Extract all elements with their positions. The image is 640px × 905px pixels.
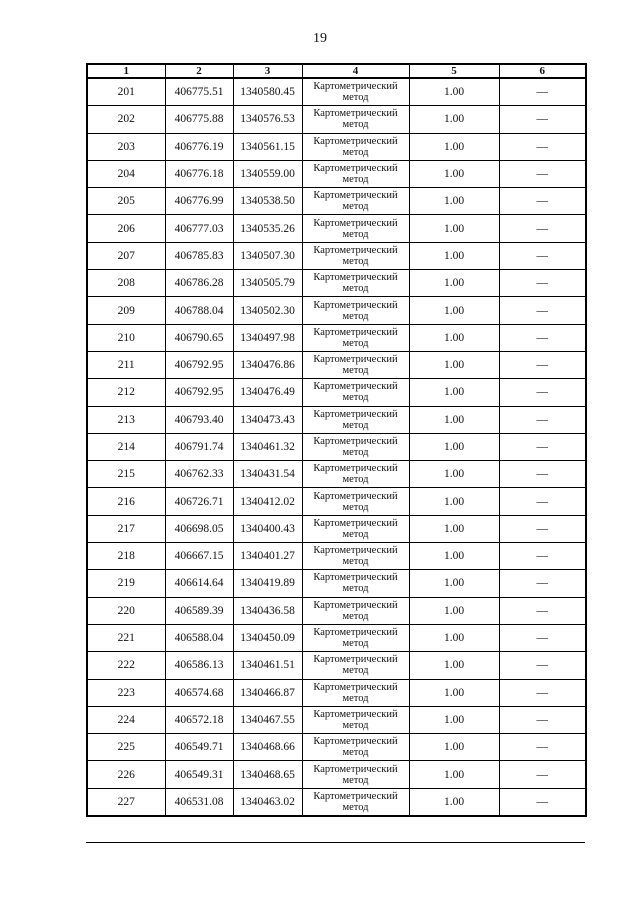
table-row bbox=[87, 734, 586, 761]
point-number-cell: 204 bbox=[87, 160, 165, 187]
method-label-line1: Картометрический bbox=[313, 244, 398, 256]
method-cell bbox=[302, 215, 409, 242]
method-label-line1: Картометрический bbox=[313, 708, 398, 720]
x-coordinate-cell: 406792.95 bbox=[165, 379, 233, 406]
note-cell: — bbox=[499, 570, 586, 597]
table-row bbox=[87, 515, 586, 542]
note-cell: — bbox=[499, 270, 586, 297]
method-label-line2: метод bbox=[342, 337, 369, 349]
point-number-cell: 221 bbox=[87, 624, 165, 651]
method-label-line1: Картометрический bbox=[313, 326, 398, 338]
method-label-line2: метод bbox=[342, 310, 369, 322]
accuracy-cell: 1.00 bbox=[409, 515, 499, 542]
accuracy-cell: 1.00 bbox=[409, 215, 499, 242]
method-label-line2: метод bbox=[342, 528, 369, 540]
method-label-line1: Картометрический bbox=[313, 545, 398, 557]
method-cell bbox=[302, 624, 409, 651]
note-cell: — bbox=[499, 78, 586, 106]
accuracy-cell: 1.00 bbox=[409, 379, 499, 406]
accuracy-cell: 1.00 bbox=[409, 652, 499, 679]
x-coordinate-cell: 406549.71 bbox=[165, 734, 233, 761]
accuracy-cell: 1.00 bbox=[409, 160, 499, 187]
accuracy-cell: 1.00 bbox=[409, 324, 499, 351]
point-number-cell: 217 bbox=[87, 515, 165, 542]
note-cell: — bbox=[499, 133, 586, 160]
method-cell bbox=[302, 652, 409, 679]
method-cell bbox=[302, 488, 409, 515]
x-coordinate-cell: 406790.65 bbox=[165, 324, 233, 351]
y-coordinate-cell: 1340419.89 bbox=[233, 570, 302, 597]
x-coordinate-cell: 406762.33 bbox=[165, 461, 233, 488]
accuracy-cell: 1.00 bbox=[409, 706, 499, 733]
point-number-cell: 203 bbox=[87, 133, 165, 160]
accuracy-cell: 1.00 bbox=[409, 570, 499, 597]
x-coordinate-cell: 406614.64 bbox=[165, 570, 233, 597]
method-label-line1: Картометрический bbox=[313, 81, 398, 93]
method-cell bbox=[302, 297, 409, 324]
table-row bbox=[87, 270, 586, 297]
note-cell: — bbox=[499, 597, 586, 624]
method-label-line1: Картометрический bbox=[313, 736, 398, 748]
x-coordinate-cell: 406589.39 bbox=[165, 597, 233, 624]
method-cell bbox=[302, 78, 409, 106]
method-cell bbox=[302, 433, 409, 460]
method-label-line2: метод bbox=[342, 201, 369, 213]
method-label-line2: метод bbox=[342, 392, 369, 404]
accuracy-cell: 1.00 bbox=[409, 433, 499, 460]
method-label-line2: метод bbox=[342, 447, 369, 458]
table-row bbox=[87, 788, 586, 816]
table-row bbox=[87, 133, 586, 160]
y-coordinate-cell: 1340580.45 bbox=[233, 78, 302, 106]
point-number-cell: 224 bbox=[87, 706, 165, 733]
page-number: 19 bbox=[313, 31, 327, 46]
table-row bbox=[87, 351, 586, 378]
method-label-line1: Картометрический bbox=[313, 135, 398, 147]
column-header-2: 2 bbox=[165, 64, 233, 78]
accuracy-cell: 1.00 bbox=[409, 488, 499, 515]
x-coordinate-cell: 406574.68 bbox=[165, 679, 233, 706]
x-coordinate-cell: 406776.99 bbox=[165, 188, 233, 215]
coordinates-table bbox=[86, 63, 587, 817]
note-cell: — bbox=[499, 515, 586, 542]
point-number-cell: 218 bbox=[87, 543, 165, 570]
y-coordinate-cell: 1340476.86 bbox=[233, 351, 302, 378]
accuracy-cell: 1.00 bbox=[409, 351, 499, 378]
y-coordinate-cell: 1340436.58 bbox=[233, 597, 302, 624]
y-coordinate-cell: 1340559.00 bbox=[233, 160, 302, 187]
method-label-line1: Картометрический bbox=[313, 654, 398, 666]
table-row bbox=[87, 242, 586, 269]
column-header-6: 6 bbox=[499, 64, 586, 78]
method-cell bbox=[302, 188, 409, 215]
method-label-line1: Картометрический bbox=[313, 490, 398, 502]
method-label-line1: Картометрический bbox=[313, 627, 398, 639]
table-row bbox=[87, 679, 586, 706]
x-coordinate-cell: 406531.08 bbox=[165, 788, 233, 816]
accuracy-cell: 1.00 bbox=[409, 734, 499, 761]
y-coordinate-cell: 1340497.98 bbox=[233, 324, 302, 351]
method-label-line2: метод bbox=[342, 801, 369, 813]
method-label-line2: метод bbox=[342, 255, 369, 267]
method-label-line1: Картометрический bbox=[313, 790, 398, 802]
column-header-3: 3 bbox=[233, 64, 302, 78]
note-cell: — bbox=[499, 761, 586, 788]
x-coordinate-cell: 406586.13 bbox=[165, 652, 233, 679]
y-coordinate-cell: 1340412.02 bbox=[233, 488, 302, 515]
note-cell: — bbox=[499, 624, 586, 651]
table-row bbox=[87, 706, 586, 733]
method-label-line1: Картометрический bbox=[313, 463, 398, 475]
method-label-line2: метод bbox=[342, 610, 369, 622]
accuracy-cell: 1.00 bbox=[409, 78, 499, 106]
table-row bbox=[87, 188, 586, 215]
method-label-line1: Картометрический bbox=[313, 436, 398, 447]
method-label-line2: метод bbox=[342, 774, 369, 786]
x-coordinate-cell: 406588.04 bbox=[165, 624, 233, 651]
note-cell: — bbox=[499, 734, 586, 761]
method-label-line2: метод bbox=[342, 638, 369, 650]
method-cell bbox=[302, 351, 409, 378]
table-row bbox=[87, 215, 586, 242]
method-cell bbox=[302, 679, 409, 706]
x-coordinate-cell: 406572.18 bbox=[165, 706, 233, 733]
y-coordinate-cell: 1340468.66 bbox=[233, 734, 302, 761]
table-row bbox=[87, 570, 586, 597]
point-number-cell: 223 bbox=[87, 679, 165, 706]
method-cell bbox=[302, 406, 409, 433]
table-row bbox=[87, 106, 586, 133]
method-label-line1: Картометрический bbox=[313, 217, 398, 229]
point-number-cell: 213 bbox=[87, 406, 165, 433]
table-row bbox=[87, 297, 586, 324]
y-coordinate-cell: 1340431.54 bbox=[233, 461, 302, 488]
point-number-cell: 212 bbox=[87, 379, 165, 406]
y-coordinate-cell: 1340468.65 bbox=[233, 761, 302, 788]
method-label-line2: метод bbox=[342, 692, 369, 704]
method-label-line1: Картометрический bbox=[313, 763, 398, 775]
method-cell bbox=[302, 461, 409, 488]
method-cell bbox=[302, 543, 409, 570]
method-cell bbox=[302, 106, 409, 133]
method-label-line1: Картометрический bbox=[313, 681, 398, 693]
method-label-line1: Картометрический bbox=[313, 381, 398, 393]
accuracy-cell: 1.00 bbox=[409, 624, 499, 651]
table-row bbox=[87, 324, 586, 351]
method-label-line1: Картометрический bbox=[313, 517, 398, 529]
point-number-cell: 210 bbox=[87, 324, 165, 351]
point-number-cell: 215 bbox=[87, 461, 165, 488]
note-cell: — bbox=[499, 461, 586, 488]
x-coordinate-cell: 406793.40 bbox=[165, 406, 233, 433]
x-coordinate-cell: 406792.95 bbox=[165, 351, 233, 378]
method-cell bbox=[302, 515, 409, 542]
accuracy-cell: 1.00 bbox=[409, 406, 499, 433]
point-number-cell: 222 bbox=[87, 652, 165, 679]
note-cell: — bbox=[499, 488, 586, 515]
method-cell bbox=[302, 133, 409, 160]
note-cell: — bbox=[499, 652, 586, 679]
x-coordinate-cell: 406775.88 bbox=[165, 106, 233, 133]
point-number-cell: 209 bbox=[87, 297, 165, 324]
x-coordinate-cell: 406788.04 bbox=[165, 297, 233, 324]
note-cell: — bbox=[499, 706, 586, 733]
y-coordinate-cell: 1340538.50 bbox=[233, 188, 302, 215]
method-label-line2: метод bbox=[342, 556, 369, 568]
accuracy-cell: 1.00 bbox=[409, 270, 499, 297]
accuracy-cell: 1.00 bbox=[409, 679, 499, 706]
x-coordinate-cell: 406776.19 bbox=[165, 133, 233, 160]
method-label-line1: Картометрический bbox=[313, 163, 398, 175]
y-coordinate-cell: 1340450.09 bbox=[233, 624, 302, 651]
method-label-line1: Картометрический bbox=[313, 272, 398, 284]
method-label-line2: метод bbox=[342, 583, 369, 595]
note-cell: — bbox=[499, 679, 586, 706]
x-coordinate-cell: 406791.74 bbox=[165, 433, 233, 460]
method-label-line1: Картометрический bbox=[313, 108, 398, 120]
method-label-line2: метод bbox=[342, 174, 369, 186]
method-cell bbox=[302, 570, 409, 597]
method-label-line2: метод bbox=[342, 474, 369, 486]
table-row bbox=[87, 652, 586, 679]
accuracy-cell: 1.00 bbox=[409, 597, 499, 624]
method-cell bbox=[302, 379, 409, 406]
note-cell: — bbox=[499, 188, 586, 215]
method-label-line2: метод bbox=[342, 665, 369, 677]
x-coordinate-cell: 406775.51 bbox=[165, 78, 233, 106]
x-coordinate-cell: 406776.18 bbox=[165, 160, 233, 187]
column-header-5: 5 bbox=[409, 64, 499, 78]
y-coordinate-cell: 1340502.30 bbox=[233, 297, 302, 324]
y-coordinate-cell: 1340535.26 bbox=[233, 215, 302, 242]
x-coordinate-cell: 406549.31 bbox=[165, 761, 233, 788]
method-label-line2: метод bbox=[342, 719, 369, 731]
method-label-line1: Картометрический bbox=[313, 408, 398, 420]
method-label-line1: Картометрический bbox=[313, 599, 398, 611]
note-cell: — bbox=[499, 406, 586, 433]
method-cell bbox=[302, 734, 409, 761]
method-cell bbox=[302, 270, 409, 297]
table-row bbox=[87, 406, 586, 433]
table-row bbox=[87, 488, 586, 515]
note-cell: — bbox=[499, 160, 586, 187]
y-coordinate-cell: 1340463.02 bbox=[233, 788, 302, 816]
method-label-line1: Картометрический bbox=[313, 190, 398, 202]
point-number-cell: 205 bbox=[87, 188, 165, 215]
accuracy-cell: 1.00 bbox=[409, 543, 499, 570]
table-row bbox=[87, 761, 586, 788]
method-label-line1: Картометрический bbox=[313, 572, 398, 584]
point-number-cell: 202 bbox=[87, 106, 165, 133]
y-coordinate-cell: 1340507.30 bbox=[233, 242, 302, 269]
point-number-cell: 214 bbox=[87, 433, 165, 460]
method-label-line2: метод bbox=[342, 365, 369, 377]
method-label-line2: метод bbox=[342, 747, 369, 759]
method-label-line2: метод bbox=[342, 146, 369, 158]
y-coordinate-cell: 1340466.87 bbox=[233, 679, 302, 706]
table-row bbox=[87, 461, 586, 488]
accuracy-cell: 1.00 bbox=[409, 461, 499, 488]
y-coordinate-cell: 1340473.43 bbox=[233, 406, 302, 433]
method-cell bbox=[302, 706, 409, 733]
accuracy-cell: 1.00 bbox=[409, 188, 499, 215]
method-label-line2: метод bbox=[342, 228, 369, 240]
column-header-4: 4 bbox=[302, 64, 409, 78]
x-coordinate-cell: 406785.83 bbox=[165, 242, 233, 269]
y-coordinate-cell: 1340561.15 bbox=[233, 133, 302, 160]
method-label-line2: метод bbox=[342, 501, 369, 513]
table-row bbox=[87, 543, 586, 570]
accuracy-cell: 1.00 bbox=[409, 106, 499, 133]
y-coordinate-cell: 1340461.32 bbox=[233, 433, 302, 460]
table-row bbox=[87, 597, 586, 624]
method-label-line2: метод bbox=[342, 119, 369, 131]
y-coordinate-cell: 1340505.79 bbox=[233, 270, 302, 297]
point-number-cell: 227 bbox=[87, 788, 165, 816]
y-coordinate-cell: 1340400.43 bbox=[233, 515, 302, 542]
point-number-cell: 201 bbox=[87, 78, 165, 106]
y-coordinate-cell: 1340576.53 bbox=[233, 106, 302, 133]
page-bottom-rule bbox=[86, 842, 585, 843]
note-cell: — bbox=[499, 242, 586, 269]
column-header-1: 1 bbox=[87, 64, 165, 78]
table-row bbox=[87, 624, 586, 651]
note-cell: — bbox=[499, 215, 586, 242]
method-label-line2: метод bbox=[342, 283, 369, 295]
point-number-cell: 206 bbox=[87, 215, 165, 242]
x-coordinate-cell: 406777.03 bbox=[165, 215, 233, 242]
x-coordinate-cell: 406786.28 bbox=[165, 270, 233, 297]
note-cell: — bbox=[499, 106, 586, 133]
point-number-cell: 208 bbox=[87, 270, 165, 297]
x-coordinate-cell: 406726.71 bbox=[165, 488, 233, 515]
accuracy-cell: 1.00 bbox=[409, 297, 499, 324]
method-cell bbox=[302, 242, 409, 269]
table-row bbox=[87, 160, 586, 187]
y-coordinate-cell: 1340476.49 bbox=[233, 379, 302, 406]
method-cell bbox=[302, 788, 409, 816]
method-label-line2: метод bbox=[342, 92, 369, 104]
note-cell: — bbox=[499, 379, 586, 406]
point-number-cell: 220 bbox=[87, 597, 165, 624]
note-cell: — bbox=[499, 543, 586, 570]
table-row bbox=[87, 379, 586, 406]
accuracy-cell: 1.00 bbox=[409, 242, 499, 269]
point-number-cell: 225 bbox=[87, 734, 165, 761]
accuracy-cell: 1.00 bbox=[409, 133, 499, 160]
table-row bbox=[87, 78, 586, 106]
point-number-cell: 226 bbox=[87, 761, 165, 788]
x-coordinate-cell: 406698.05 bbox=[165, 515, 233, 542]
y-coordinate-cell: 1340401.27 bbox=[233, 543, 302, 570]
note-cell: — bbox=[499, 324, 586, 351]
method-cell bbox=[302, 597, 409, 624]
note-cell: — bbox=[499, 433, 586, 460]
note-cell: — bbox=[499, 297, 586, 324]
point-number-cell: 211 bbox=[87, 351, 165, 378]
point-number-cell: 216 bbox=[87, 488, 165, 515]
table-body bbox=[87, 78, 586, 816]
note-cell: — bbox=[499, 788, 586, 816]
method-cell bbox=[302, 761, 409, 788]
table-header-row bbox=[87, 64, 586, 78]
method-cell bbox=[302, 324, 409, 351]
method-label-line1: Картометрический bbox=[313, 354, 398, 366]
point-number-cell: 207 bbox=[87, 242, 165, 269]
accuracy-cell: 1.00 bbox=[409, 761, 499, 788]
method-cell bbox=[302, 160, 409, 187]
y-coordinate-cell: 1340467.55 bbox=[233, 706, 302, 733]
method-label-line2: метод bbox=[342, 419, 369, 431]
method-label-line1: Картометрический bbox=[313, 299, 398, 311]
point-number-cell: 219 bbox=[87, 570, 165, 597]
note-cell: — bbox=[499, 351, 586, 378]
accuracy-cell: 1.00 bbox=[409, 788, 499, 816]
x-coordinate-cell: 406667.15 bbox=[165, 543, 233, 570]
y-coordinate-cell: 1340461.51 bbox=[233, 652, 302, 679]
table-row bbox=[87, 433, 586, 460]
